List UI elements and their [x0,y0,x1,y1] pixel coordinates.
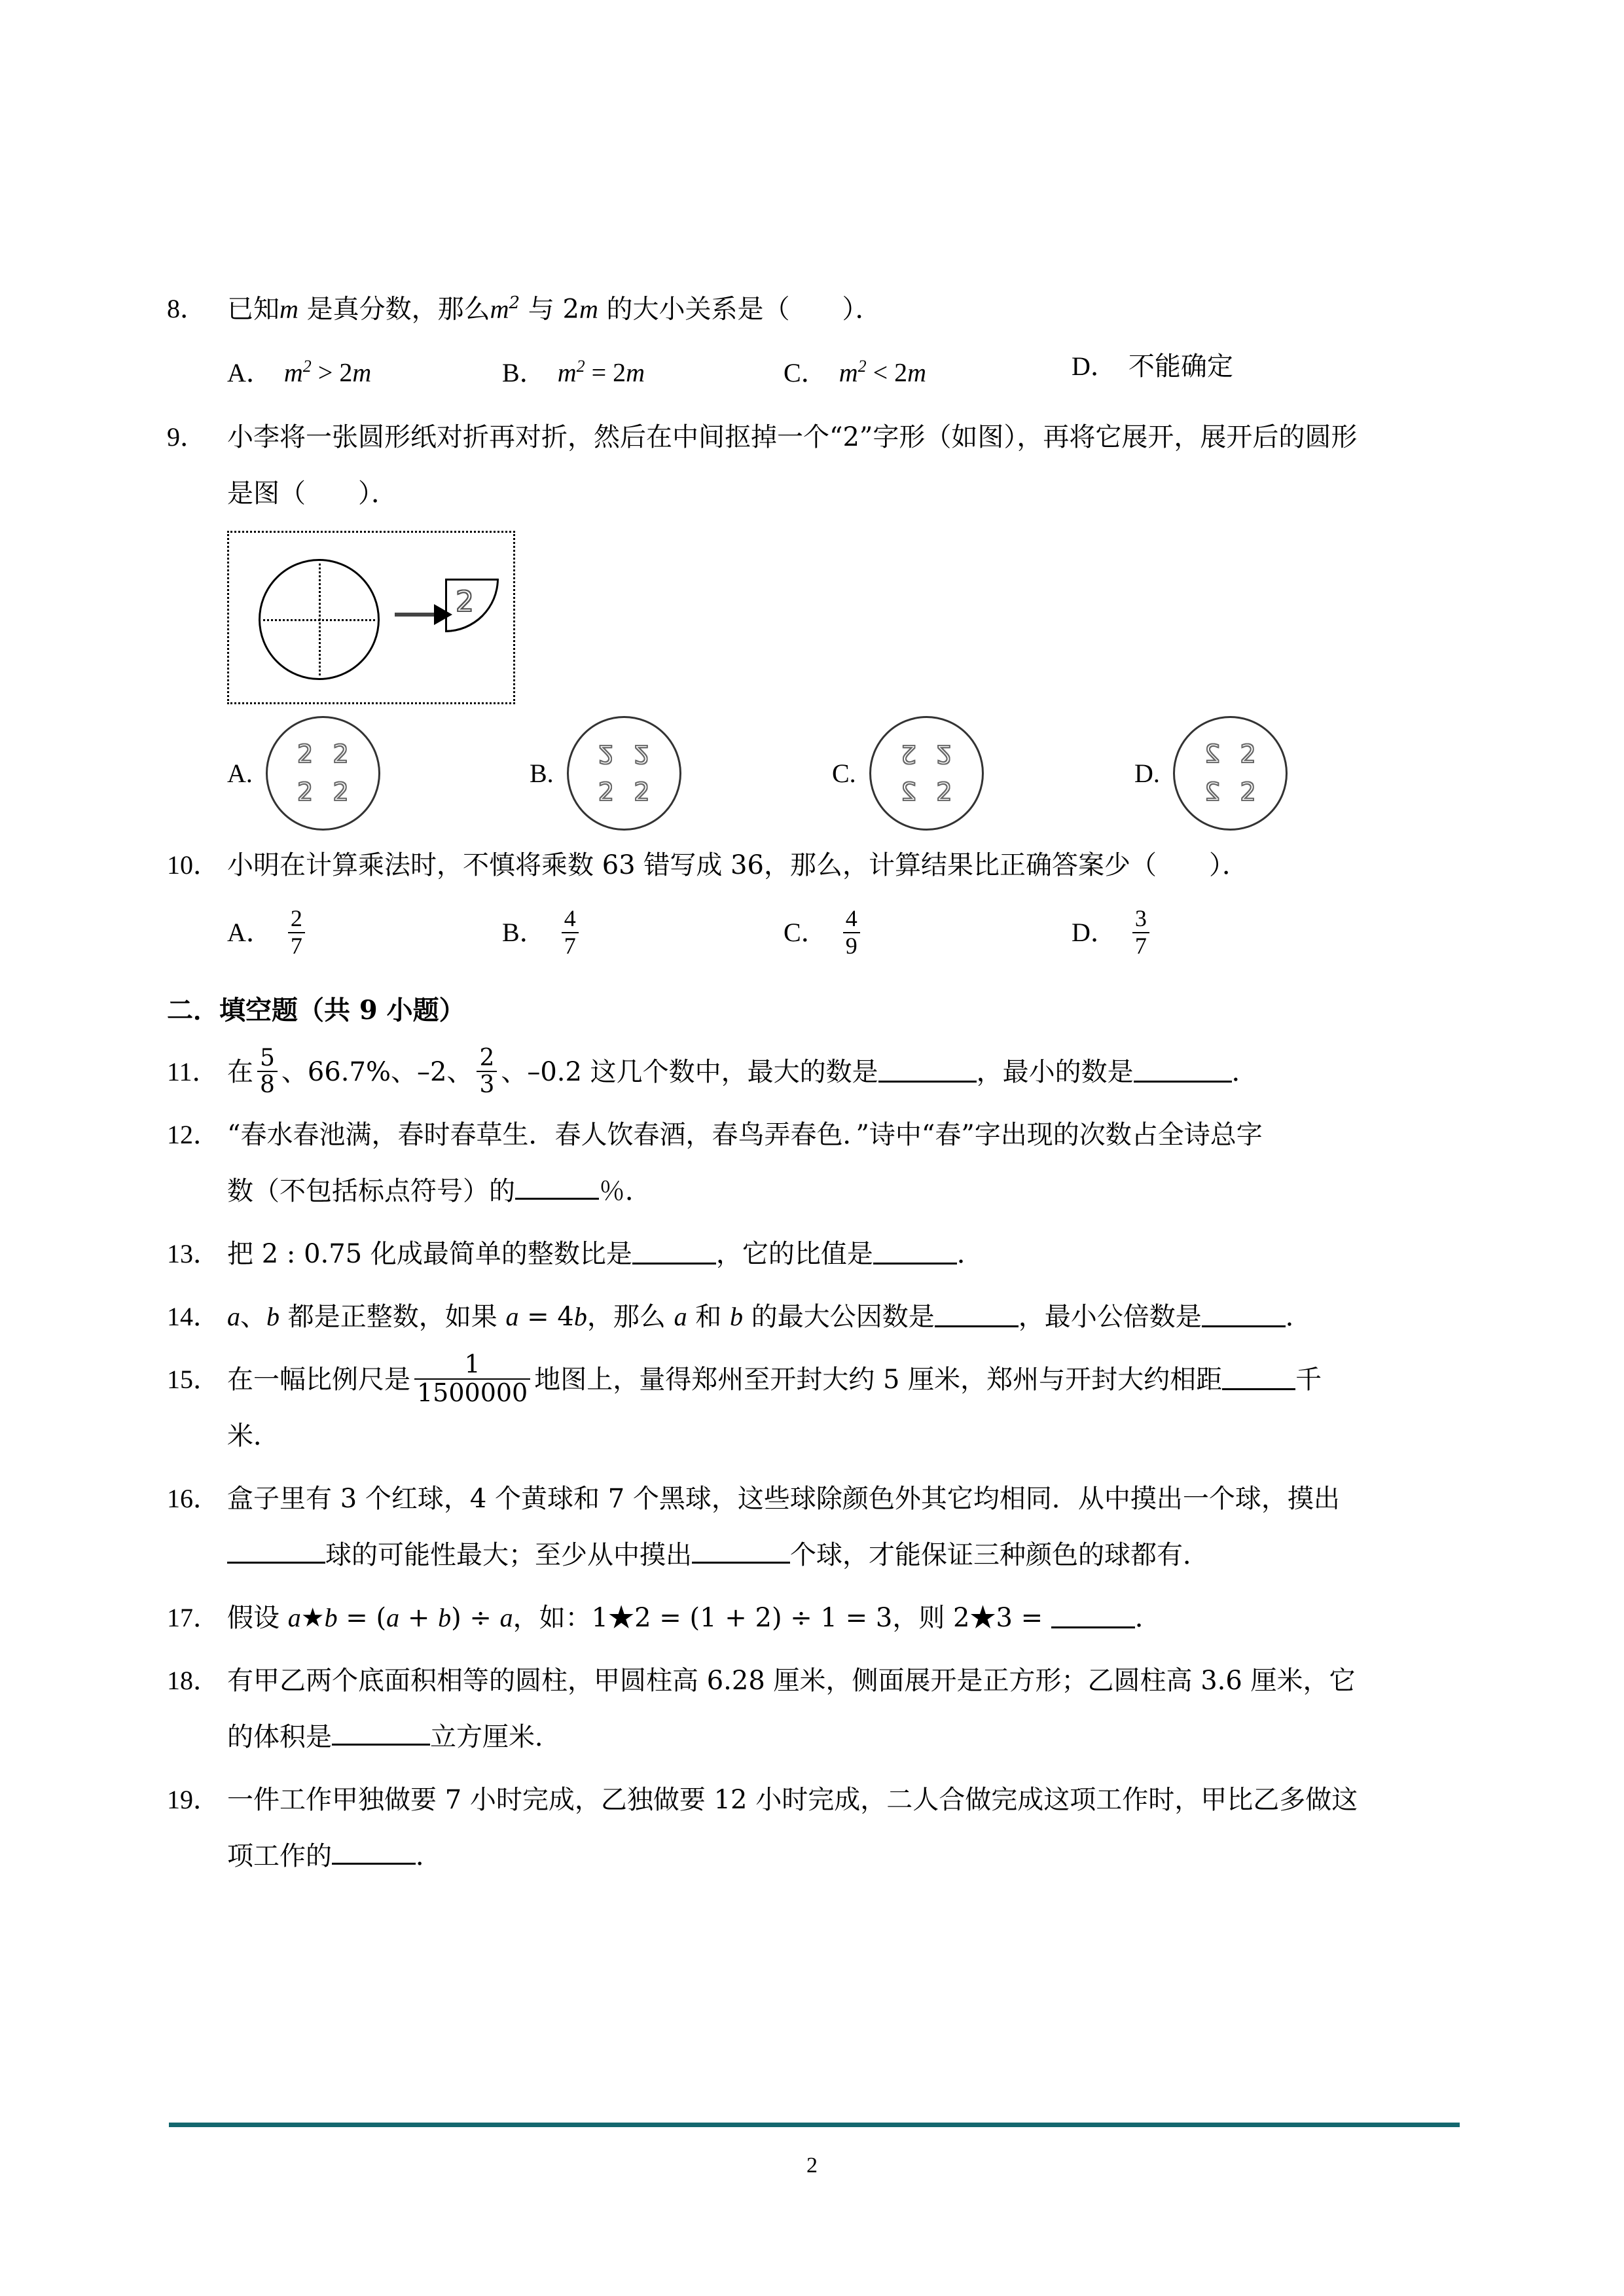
question-8-text [227,275,1466,337]
option-c-label: C. [832,758,856,788]
question-13-number: 13． [167,1238,219,1268]
question-8-stem [167,275,1466,337]
question-9-text-line1: 小李将一张圆形纸对折再对折，然后在中间抠掉一个“2”字形（如图），再将它展开，展开后的圆形 [227,422,1358,452]
q11-text-4: ，最小的数是 [976,1056,1134,1087]
question-12-stem [167,1107,1466,1163]
page-content [167,275,1466,1891]
question-8-option-b[interactable] [502,337,784,402]
question-18-text-line2-b: 立方厘米． [430,1721,561,1752]
answer-blank-percent[interactable] [515,1198,599,1200]
q17-var-b2: b [438,1602,452,1632]
star-operator-icon: ★ [300,1602,325,1633]
arrow-right-icon [395,613,435,617]
question-12 [167,1107,1466,1219]
question-10-option-d[interactable] [1072,893,1153,972]
fraction-numerator: 4 [562,906,579,933]
question-19 [167,1772,1466,1884]
option-b-circle [567,716,681,831]
option-b-label: B. [530,758,554,788]
question-15 [167,1349,1466,1464]
question-10-options [167,893,1466,972]
option-c-exponent: 2 [857,357,867,376]
question-11-stem [167,1044,1466,1100]
q8-text-d: 的大小关系是（ ）． [598,294,882,325]
q11-fraction-2 [477,1046,497,1098]
question-18-text-line1: 有甲乙两个底面积相等的圆柱，甲圆柱高 6.28 厘米，侧面展开是正方形；乙圆柱高 3.6 厘米，它 [227,1665,1356,1696]
question-8-number: 8． [167,294,206,324]
fraction-numerator: 4 [843,906,860,933]
option-a-relation: > 2 [311,357,353,387]
question-13 [167,1226,1466,1282]
glyph-top-right: 2 [936,739,952,768]
question-19-line2 [167,1828,1466,1884]
question-10-text: 小明在计算乘法时，不慎将乘数 63 错写成 36，那么，计算结果比正确答案少（ ）． [227,850,1248,880]
fraction-numerator: 1 [414,1352,530,1380]
question-10-option-c[interactable] [784,893,1072,972]
fraction-numerator: 2 [288,906,305,933]
question-9-answer-options [227,716,1466,831]
glyph-bottom-right: 2 [1240,778,1256,807]
q17-text-1: 假设 [227,1602,288,1633]
option-a-label: A． [227,357,272,387]
question-9-figure [227,531,515,704]
question-14-number: 14． [167,1301,219,1331]
q17-text-2: = ( [337,1602,387,1633]
option-b-label: B． [502,357,546,387]
option-a-label: A． [227,917,272,947]
question-15-number: 15． [167,1364,219,1394]
answer-blank-ratio[interactable] [632,1263,716,1265]
question-9-stem [167,409,1466,465]
question-18-stem [167,1653,1466,1709]
question-9 [167,409,1466,831]
option-d-label: D. [1134,758,1160,788]
answer-blank-fraction-difference[interactable] [332,1863,416,1865]
question-15-stem [167,1349,1466,1408]
q17-text-3: + [399,1602,439,1633]
q14-var-a2: a [505,1301,519,1331]
q11-text-2: 、66.7%、–2、 [281,1056,473,1087]
question-18-line2 [167,1709,1466,1765]
fraction-numerator: 5 [257,1046,278,1073]
question-17-stem [167,1590,1466,1646]
question-10 [167,837,1466,972]
question-9-text-line2: 是图（ ）． [227,478,397,509]
option-c-expression [839,337,926,402]
quarter-sector-cutout [445,579,499,632]
option-d-circle [1173,716,1288,831]
q17-var-a: a [287,1602,301,1632]
q8-var-m2: m [579,294,598,324]
q17-text-5: ，如：1★2 = (1 + 2) ÷ 1 = 3，则 2★3 = [513,1602,1051,1633]
question-13-text [227,1226,1466,1282]
option-d-label: D． [1072,351,1117,382]
glyph-top-left: 2 [598,739,615,768]
question-17 [167,1590,1466,1646]
q14-text-4: 都是正整数，如果 [280,1301,506,1332]
answer-blank-distance[interactable] [1222,1388,1295,1390]
fraction-denominator: 9 [845,932,857,959]
q11-text-1: 在 [227,1056,253,1087]
fraction-denominator: 1500000 [417,1378,528,1407]
option-a-expression [284,337,371,402]
fraction-numerator: 2 [477,1046,497,1073]
question-8-option-d[interactable] [1072,337,1233,402]
q14-text-12: 的最大公因数是 [743,1301,935,1332]
question-11-text [227,1044,1466,1100]
glyph-top-left: 2 [900,739,917,768]
option-b-expression [558,337,645,402]
question-12-number: 12． [167,1119,219,1149]
question-13-stem [167,1226,1466,1282]
option-b-relation: = 2 [585,357,626,387]
answer-blank-gcd[interactable] [935,1325,1019,1327]
q14-var-b2: b [573,1301,587,1331]
question-8-option-a[interactable] [227,337,502,402]
question-19-stem [167,1772,1466,1828]
option-a-tail: m [352,357,372,387]
option-b-label: B． [502,917,546,947]
question-10-option-a[interactable] [227,893,502,972]
option-b-base: m [557,357,577,387]
glyph-top-left: 2 [297,739,314,768]
q14-var-b: b [266,1301,280,1331]
question-11 [167,1044,1466,1100]
question-17-number: 17． [167,1602,219,1632]
question-19-number: 19． [167,1784,219,1814]
q14-text-8: ，那么 [586,1301,674,1332]
glyph-top-right: 2 [1240,739,1256,768]
q14-var-a3: a [674,1301,687,1331]
q13-text-3: ． [956,1238,983,1269]
question-10-stem [167,837,1466,893]
question-8-options [167,337,1466,402]
fraction-numerator: 3 [1132,906,1149,933]
glyph-top-right: 2 [333,739,349,768]
section-2-heading: 二．填空题（共 9 小题） [167,994,465,1026]
option-c-label: C． [784,917,827,947]
question-9-option-c[interactable] [832,716,1134,831]
q17-text-4: ) ÷ [451,1602,500,1633]
q15-text-1: 在一幅比例尺是 [227,1364,410,1395]
question-18-number: 18． [167,1665,219,1695]
question-16-stem [167,1471,1466,1527]
glyph-top-right: 2 [634,739,650,768]
q8-var-m: m [280,294,298,324]
question-16-number: 16． [167,1483,219,1513]
question-16-line2 [167,1527,1466,1583]
option-c-base: m [839,357,858,387]
question-9-option-b[interactable] [530,716,832,831]
glyph-bottom-left: 2 [900,778,917,807]
question-10-number: 10． [167,850,219,880]
question-18-text-line2-a: 的体积是 [227,1721,332,1752]
q8-m-squared-exponent: 2 [509,293,520,313]
q14-var-a: a [227,1301,240,1331]
q15-text-3: 千 [1295,1364,1322,1395]
option-d-fraction [1132,906,1149,959]
cutout-digit: 2 [456,584,474,619]
fraction-denominator: 7 [564,932,576,959]
option-c-tail: m [907,357,927,387]
question-14-text [227,1289,1466,1345]
option-a-circle [266,716,380,831]
q11-text-3: 、–0.2 这几个数中，最大的数是 [501,1056,878,1087]
answer-blank-smallest[interactable] [1134,1081,1232,1083]
answer-blank-ratio-value[interactable] [873,1263,957,1265]
q8-text-b: 是真分数，那么 [298,294,490,325]
answer-blank-min-draws[interactable] [692,1562,790,1564]
page-number: 2 [806,2153,818,2178]
glyph-bottom-left: 2 [598,778,615,807]
question-12-text-line2-pre: 数（不包括标点符号）的 [227,1175,515,1206]
fraction-denominator: 8 [260,1071,275,1099]
q17-text-6: ． [1134,1602,1161,1633]
q17-var-a3: a [499,1602,513,1632]
option-c-fraction [843,906,860,959]
option-b-fraction [562,906,579,959]
option-a-label: A. [227,758,253,788]
footer-divider [169,2123,1460,2127]
q8-text-c: 与 2 [520,294,579,325]
q8-text-a: 已知 [227,294,280,325]
question-16 [167,1471,1466,1583]
fraction-denominator: 7 [290,932,302,959]
glyph-top-left: 2 [1204,739,1221,768]
option-a-fraction [288,906,305,959]
option-d-label: D． [1072,917,1117,947]
question-12-text-line1: “春水春池满，春时春草生．春人饮春酒，春鸟弄春色．”诗中“春”字出现的次数占全诗总字 [227,1119,1263,1150]
question-19-text-line2-b: ． [416,1840,442,1871]
q11-fraction-1 [257,1046,278,1098]
fold-line-horizontal [259,619,380,621]
fraction-denominator: 3 [479,1071,495,1099]
answer-blank-lcm[interactable] [1202,1325,1286,1327]
q17-var-a2: a [386,1602,400,1632]
q13-text-2: ，它的比值是 [715,1238,873,1269]
option-c-relation: < 2 [866,357,908,387]
question-9-option-a[interactable] [227,716,530,831]
question-15-text-line2: 米． [227,1420,280,1451]
question-9-option-d[interactable] [1134,716,1437,831]
q14-text-10: 和 [687,1301,730,1332]
q15-scale-fraction [414,1349,530,1407]
question-19-text-line2-a: 项工作的 [227,1840,332,1871]
q11-text-5: ． [1231,1056,1258,1087]
question-14-stem [167,1289,1466,1345]
option-c-label: C． [784,357,827,387]
q17-var-b: b [324,1602,338,1632]
option-b-exponent: 2 [576,357,585,376]
option-a-exponent: 2 [302,357,312,376]
question-15-text [227,1349,1466,1408]
q14-text-14: ． [1285,1301,1312,1332]
question-12-line2 [167,1163,1466,1219]
answer-blank-most-likely-color[interactable] [227,1562,325,1564]
answer-blank-volume[interactable] [332,1744,430,1746]
answer-blank-star-result[interactable] [1051,1626,1135,1628]
q14-text-6: = 4 [518,1301,574,1332]
q14-text-13: ，最小公倍数是 [1018,1301,1202,1332]
question-17-text [227,1590,1466,1646]
option-a-base: m [283,357,303,387]
option-c-circle [869,716,984,831]
question-9-text-line2-row [167,465,1466,522]
glyph-bottom-left: 2 [297,778,314,807]
glyph-bottom-right: 2 [634,778,650,807]
question-19-text-line1: 一件工作甲独做要 7 小时完成，乙独做要 12 小时完成，二人合做完成这项工作时，甲比乙多做这 [227,1784,1358,1815]
option-b-tail: m [626,357,645,387]
glyph-bottom-left: 2 [1204,778,1221,807]
fraction-denominator: 7 [1134,932,1147,959]
answer-blank-largest[interactable] [878,1081,977,1083]
q13-text-1: 把 2 : 0.75 化成最简单的整数比是 [227,1238,632,1269]
option-d-text: 不能确定 [1128,351,1233,382]
question-12-text-line2-post: ％． [599,1175,651,1206]
question-14 [167,1289,1466,1345]
question-10-option-b[interactable] [502,893,784,972]
q14-var-b3: b [730,1301,743,1331]
question-15-line2 [167,1408,1466,1464]
question-9-number: 9． [167,422,206,452]
question-8-option-c[interactable] [784,337,1072,402]
question-18 [167,1653,1466,1765]
glyph-bottom-right: 2 [333,778,349,807]
glyph-bottom-right: 2 [936,778,952,807]
q14-text-2: 、 [240,1301,266,1332]
question-11-number: 11． [167,1056,219,1086]
q15-text-2: 地图上，量得郑州至开封大约 5 厘米，郑州与开封大约相距 [534,1364,1223,1395]
q8-m-squared-base: m [490,294,509,324]
question-16-text-line2-b: 个球，才能保证三种颜色的球都有． [790,1539,1209,1570]
question-16-text-line1: 盒子里有 3 个红球，4 个黄球和 7 个黑球，这些球除颜色外其它均相同．从中摸出一个球，摸出 [227,1483,1340,1514]
question-16-text-line2-a: 球的可能性最大；至少从中摸出 [325,1539,692,1570]
question-8 [167,275,1466,403]
